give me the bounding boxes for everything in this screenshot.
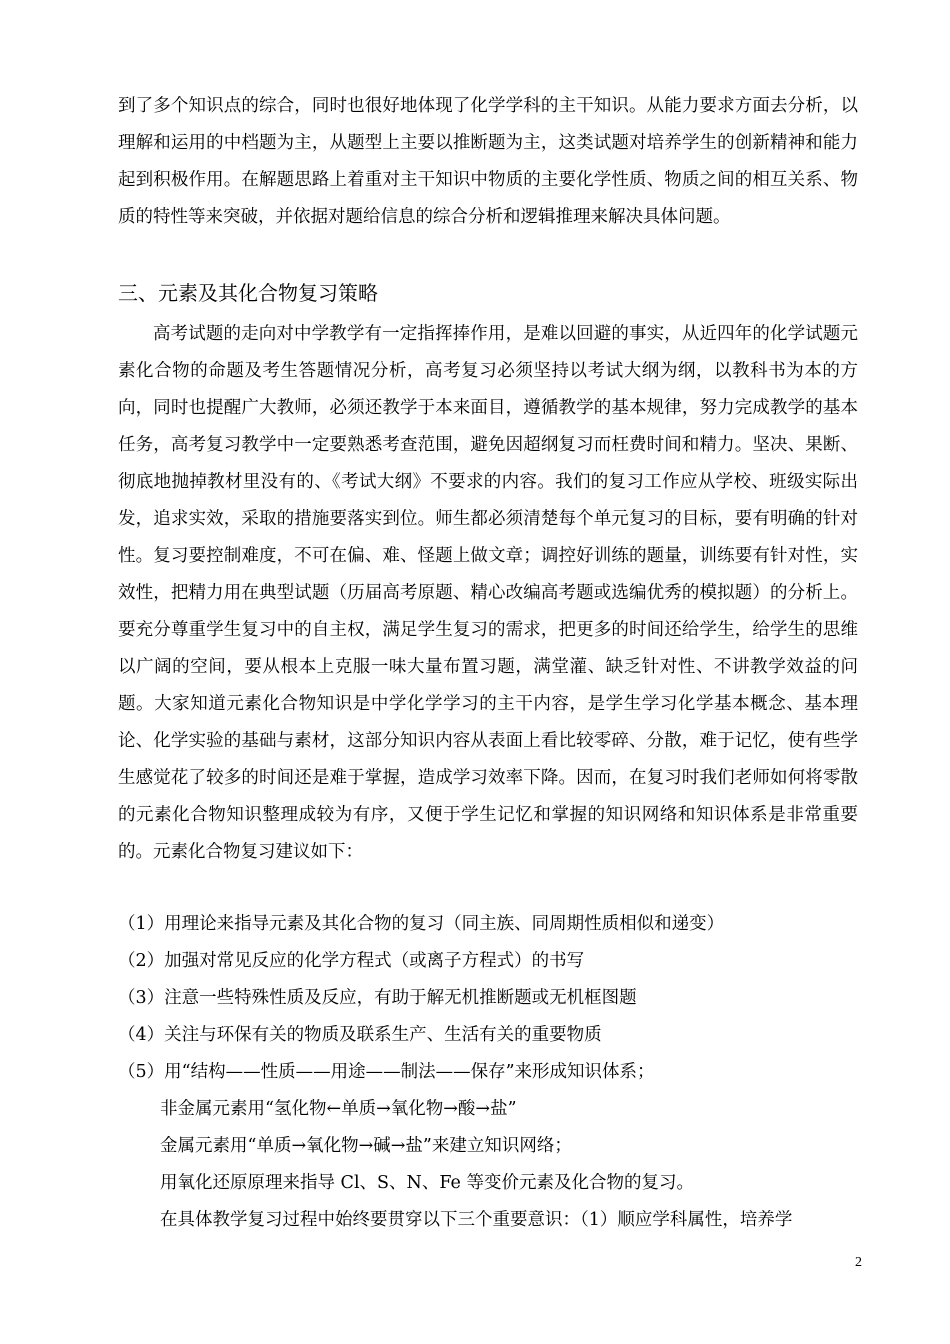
list-item: （2）加强对常见反应的化学方程式（或离子方程式）的书写 <box>118 951 585 971</box>
list-item: （1）用理论来指导元素及其化合物的复习（同主族、同周期性质相似和递变） <box>118 914 725 934</box>
sub-item: 用氧化还原原理来指导 Cl、S、N、Fe 等变价元素及化合物的复习。 <box>160 1173 694 1193</box>
list-item: （4）关注与环保有关的物质及联系生产、生活有关的重要物质 <box>118 1025 602 1045</box>
page-number: 2 <box>855 1255 862 1270</box>
paragraph-continuation: 到了多个知识点的综合，同时也很好地体现了化学学科的主干知识。从能力要求方面去分析，以理解和运用的中档题为主，从题型上主要以推断题为主，这类试题对培养学生的创新精神和能力起到积极作用。在解题思路上着重对主干知识中物质的主要化学性质、物质之间的相互关系、物质的特性等来突破，并依据对题给信息的综合分析和逻辑推理来解决具体问题。 <box>118 96 858 227</box>
recommendation-list <box>118 906 858 1239</box>
closing-line: 在具体教学复习过程中始终要贯穿以下三个重要意识：（1）顺应学科属性，培养学 <box>160 1210 793 1230</box>
list-item: （5）用“结构——性质——用途——制法——保存”来形成知识体系； <box>118 1062 655 1082</box>
sub-item: 非金属元素用“氢化物←单质→氧化物→酸→盐” <box>160 1099 517 1119</box>
sub-item: 金属元素用“单质→氧化物→碱→盐”来建立知识网络； <box>160 1136 572 1156</box>
paragraph-strategy: 高考试题的走向对中学教学有一定指挥捧作用，是难以回避的事实，从近四年的化学试题元素化合物的命题及考生答题情况分析，高考复习必须坚持以考试大纲为纲，以教科书为本的方向，同时也提醒广大教师，必须还教学于本来面目，遵循教学的基本规律，努力完成教学的基本任务，高考复习教学中一定要熟悉考查范围，避免因超纲复习而枉费时间和精力。坚决、果断、彻底地抛掉教材里没有的、《考试大纲》不要求的内容。我们的复习工作应从学校、班级实际出发，追求实效，采取的措施要落实到位。师生都必须清楚每个单元复习的目标，要有明确的针对性。复习要控制难度，不可在偏、难、怪题上做文章；调控好训练的题量，训练要有针对性，实效性，把精力用在典型试题（历届高考原题、精心改编高考题或选编优秀的模拟题）的分析上。要充分尊重学生复习中的自主权，满足学生复习的需求，把更多的时间还给学生，给学生的思维以广阔的空间，要从根本上克服一味大量布置习题，满堂灌、缺乏针对性、不讲教学效益的问题。大家知道元素化合物知识是中学化学学习的主干内容，是学生学习化学基本概念、基本理论、化学实验的基础与素材，这部分知识内容从表面上看比较零碎、分散，难于记忆，使有些学生感觉花了较多的时间还是难于掌握，造成学习效率下降。因而，在复习时我们老师如何将零散的元素化合物知识整理成较为有序，又便于学生记忆和掌握的知识网络和知识体系是非常重要的。元素化合物复习建议如下： <box>118 324 858 862</box>
list-item: （3）注意一些特殊性质及反应，有助于解无机推断题或无机框图题 <box>118 988 637 1008</box>
section-heading: 三、元素及其化合物复习策略 <box>118 281 378 305</box>
